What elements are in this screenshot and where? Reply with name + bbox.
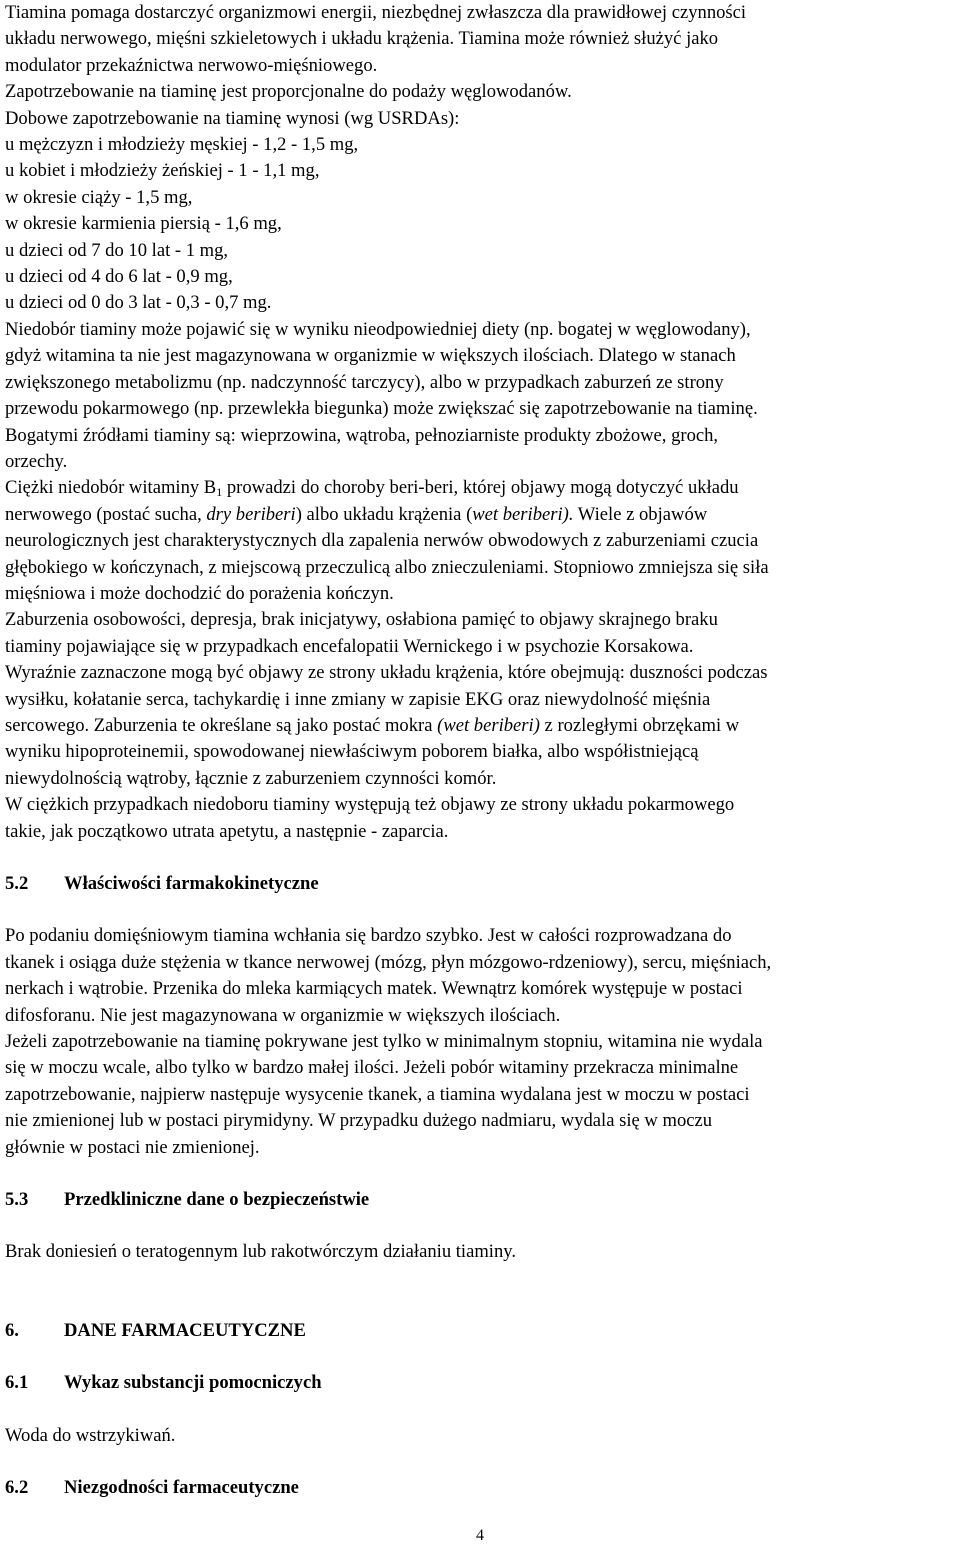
text-line: się w moczu wcale, albo tylko w bardzo małej ilości. Jeżeli pobór witaminy przekracza minimalne xyxy=(5,1057,739,1079)
text-line: zwiększonego metabolizmu (np. nadczynność tarczycy), albo w przypadkach zaburzeń ze strony xyxy=(5,371,724,393)
beriberi-paragraph xyxy=(5,475,958,845)
text-line: Dobowe zapotrzebowanie na tiaminę wynosi (wg USRDAs): xyxy=(5,107,460,129)
text-line: tkanek i osiąga duże stężenia w tkance nerwowej (mózg, płyn mózgowo-rdzeniowy), sercu, mięśniach, xyxy=(5,951,772,973)
text-line: nerkach i wątrobie. Przenika do mleka karmiących matek. Wewnątrz komórek występuje w postaci xyxy=(5,978,743,1000)
text-line: Ciężki niedobór witaminy $B_1$ prowadzi do choroby beri-beri, której objawy mogą dotyczyć układu xyxy=(5,477,739,500)
text-line: u mężczyzn i młodzieży męskiej - 1,2 - 1,5 mg, xyxy=(5,134,359,156)
section-6-1-text: Woda do wstrzykiwań. xyxy=(5,1424,176,1446)
text-line: w okresie ciąży - 1,5 mg, xyxy=(5,186,193,208)
text-line: układu nerwowego, mięśni szkieletowych i układu krążenia. Tiamina może również służyć jako xyxy=(5,28,719,50)
section-heading-6-2: 6.2 Niezgodności farmaceutyczne xyxy=(5,1477,299,1499)
text-line: Zaburzenia osobowości, depresja, brak inicjatywy, osłabiona pamięć to objawy skrajnego braku xyxy=(5,609,718,631)
section-5-3-text: Brak doniesień o teratogennym lub rakotwórczym działaniu tiaminy. xyxy=(5,1241,517,1263)
text-line: modulator przekaźnictwa nerwowo-mięśniowego. xyxy=(5,54,378,76)
text-line: niewydolnością wątroby, łącznie z zaburzeniem czynności komór. xyxy=(5,767,497,789)
text-line: przewodu pokarmowego (np. przewlekła biegunka) może zwiększać się zapotrzebowanie na tiaminę. xyxy=(5,398,758,420)
section-5-2-body xyxy=(5,923,958,1161)
text-line: nie zmienionej lub w postaci pirymidyny. W przypadku dużego nadmiaru, wydala się w moczu xyxy=(5,1110,713,1132)
intro-paragraph xyxy=(5,0,958,475)
text-line: głębokiego w kończynach, z miejscową przeczulicą albo znieczuleniami. Stopniowo zmniejsza się siła xyxy=(5,556,769,578)
text-line: Bogatymi źródłami tiaminy są: wieprzowina, wątroba, pełnoziarniste produkty zbożowe, groch, xyxy=(5,424,719,446)
text-line: u dzieci od 4 do 6 lat - 0,9 mg, xyxy=(5,266,233,288)
text-line: neurologicznych jest charakterystycznych dla zapalenia nerwów obwodowych z zaburzeniami czucia xyxy=(5,530,759,552)
text-line: zapotrzebowanie, najpierw następuje wysycenie tkanek, a tiamina wydalana jest w moczu w postaci xyxy=(5,1083,750,1105)
text-line: sercowego. Zaburzenia te określane są jako postać mokra (wet beriberi) z rozległymi obrzękami w xyxy=(5,714,740,736)
section-heading-6-1: 6.1 Wykaz substancji pomocniczych xyxy=(5,1372,322,1394)
text-line: u dzieci od 7 do 10 lat - 1 mg, xyxy=(5,239,229,261)
text-line: Wyraźnie zaznaczone mogą być objawy ze strony układu krążenia, które obejmują: duszności podczas xyxy=(5,662,768,684)
text-line: wysiłku, kołatanie serca, tachykardię i inne zmiany w zapisie EKG oraz niewydolność mięśnia xyxy=(5,688,711,710)
text-line: Zapotrzebowanie na tiaminę jest proporcjonalne do podaży węglowodanów. xyxy=(5,81,572,103)
text-line: tiaminy pojawiające się w przypadkach encefalopatii Wernickego i w psychozie Korsakowa. xyxy=(5,635,694,657)
text-line: u dzieci od 0 do 3 lat - 0,3 - 0,7 mg. xyxy=(5,292,272,314)
text-line: difosforanu. Nie jest magazynowana w organizmie w większych ilościach. xyxy=(5,1004,561,1026)
text-line: Po podaniu domięśniowym tiamina wchłania się bardzo szybko. Jest w całości rozprowadzana do xyxy=(5,925,732,947)
text-line: głównie w postaci nie zmienionej. xyxy=(5,1136,260,1158)
text-line: w okresie karmienia piersią - 1,6 mg, xyxy=(5,213,282,235)
section-heading-5-3: 5.3 Przedkliniczne dane o bezpieczeństwie xyxy=(5,1189,370,1211)
text-line: u kobiet i młodzieży żeńskiej - 1 - 1,1 mg, xyxy=(5,160,320,182)
text-line: gdyż witamina ta nie jest magazynowana w organizmie w większych ilościach. Dlatego w stanach xyxy=(5,345,736,367)
document-page xyxy=(5,0,958,1502)
page-number: 4 xyxy=(476,1527,484,1544)
text-line: mięśniowa i może dochodzić do porażenia kończyn. xyxy=(5,582,394,604)
text-line: nerwowego (postać sucha, dry beriberi) albo układu krążenia (wet beriberi). Wiele z objawów xyxy=(5,503,708,525)
text-line: takie, jak początkowo utrata apetytu, a następnie - zaparcia. xyxy=(5,820,449,842)
text-line: Tiamina pomaga dostarczyć organizmowi energii, niezbędnej zwłaszcza dla prawidłowej czynności xyxy=(5,2,747,23)
text-line: Jeżeli zapotrzebowanie na tiaminę pokrywane jest tylko w minimalnym stopniu, witamina nie wydala xyxy=(5,1031,763,1053)
text-line: Niedobór tiaminy może pojawić się w wyniku nieodpowiedniej diety (np. bogatej w węglowodany), xyxy=(5,318,751,340)
section-heading-6: 6. DANE FARMACEUTYCZNE xyxy=(5,1319,306,1341)
text-line: wyniku hipoproteinemii, spowodowanej niewłaściwym poborem białka, albo współistniejącą xyxy=(5,741,699,763)
text-line: W ciężkich przypadkach niedoboru tiaminy występują też objawy ze strony układu pokarmowego xyxy=(5,794,735,816)
section-heading-5-2: 5.2 Właściwości farmakokinetyczne xyxy=(5,873,319,894)
text-line: orzechy. xyxy=(5,450,68,472)
